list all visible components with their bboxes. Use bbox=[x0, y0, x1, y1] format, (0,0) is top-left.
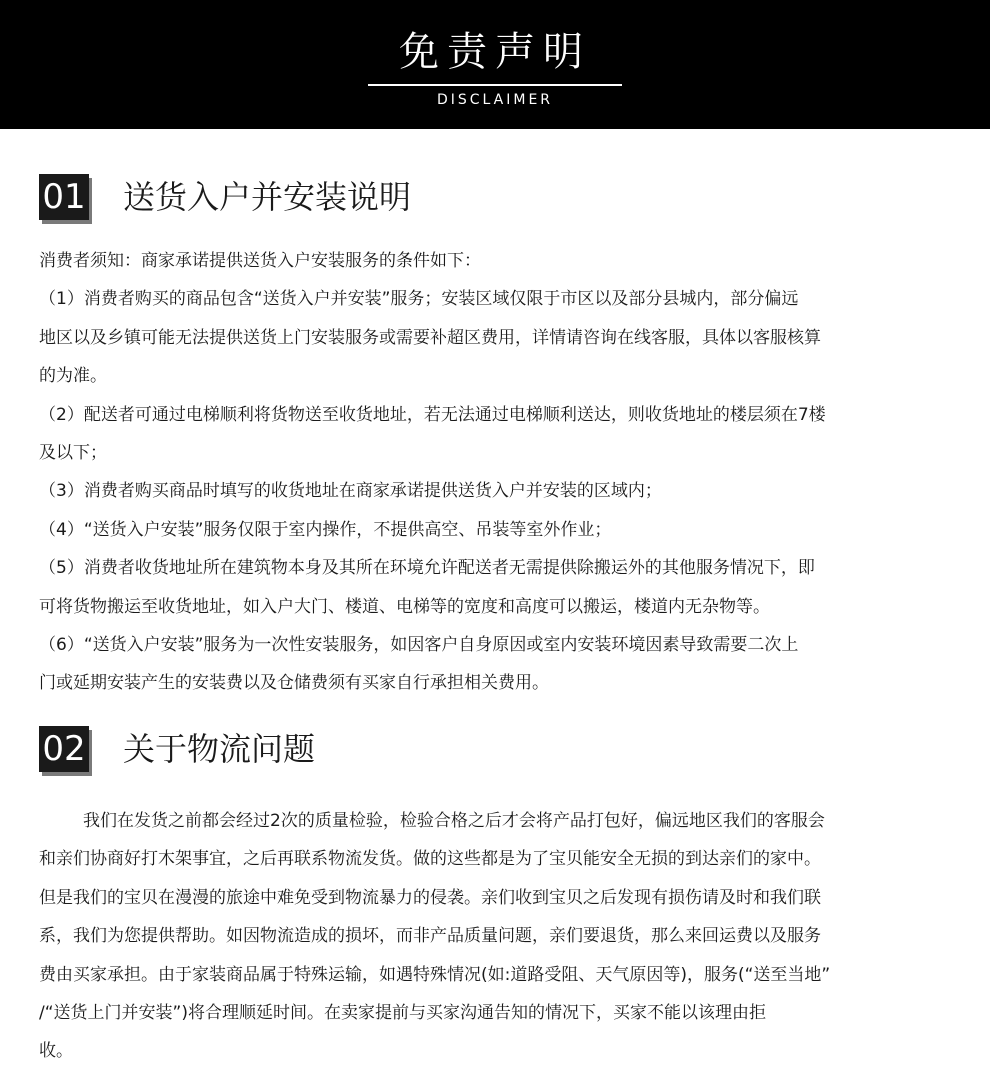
page-subtitle: DISCLAIMER bbox=[436, 92, 554, 108]
section-2-title: 关于物流问题 bbox=[123, 730, 316, 768]
section-2-line: /“送货上门并安装”)将合理顺延时间。在卖家提前与买家沟通告知的情况下，买家不能以该理由拒 bbox=[39, 1002, 766, 1023]
title-underline bbox=[368, 84, 622, 86]
section-1-body bbox=[39, 242, 964, 703]
section-1-line: （6）“送货入户安装”服务为一次性安装服务，如因客户自身原因或室内安装环境因素导致需要二次上 bbox=[39, 634, 799, 655]
section-2-line: 和亲们协商好打木架事宜，之后再联系物流发货。做的这些都是为了宝贝能安全无损的到达亲们的家中。 bbox=[39, 849, 821, 870]
section-1-line: 的为准。 bbox=[39, 366, 107, 387]
section-1-line: 及以下； bbox=[39, 442, 107, 463]
section-2-body bbox=[39, 802, 964, 1071]
section-1-line: 可将货物搬运至收货地址，如入户大门、楼道、电梯等的宽度和高度可以搬运，楼道内无杂物等。 bbox=[39, 596, 770, 617]
section-1-line: 消费者须知：商家承诺提供送货入户安装服务的条件如下： bbox=[39, 251, 481, 271]
section-2-line: 收。 bbox=[39, 1041, 73, 1062]
section-1-heading bbox=[39, 174, 939, 224]
section-1-line: （4）“送货入户安装”服务仅限于室内操作，不提供高空、吊装等室外作业； bbox=[39, 519, 612, 540]
page-title: 免责声明 bbox=[399, 29, 591, 75]
disclaimer-header bbox=[0, 0, 990, 129]
section-1-line: （3）消费者购买商品时填写的收货地址在商家承诺提供送货入户并安装的区域内； bbox=[39, 481, 662, 502]
section-2-line: 但是我们的宝贝在漫漫的旅途中难免受到物流暴力的侵袭。亲们收到宝贝之后发现有损伤请及时和我们联 bbox=[39, 887, 821, 908]
section-2-heading bbox=[39, 726, 939, 776]
section-1-line: （5）消费者收货地址所在建筑物本身及其所在环境允许配送者无需提供除搬运外的其他服务情况下，即 bbox=[39, 558, 815, 579]
section-2-number: 02 bbox=[39, 726, 89, 772]
section-1-line: 地区以及乡镇可能无法提供送货上门安装服务或需要补超区费用，详情请咨询在线客服，具体以客服核算 bbox=[39, 327, 821, 348]
section-1-line: 门或延期安装产生的安装费以及仓储费须有买家自行承担相关费用。 bbox=[39, 673, 549, 694]
section-1-number: 01 bbox=[39, 174, 89, 220]
section-1-line: （2）配送者可通过电梯顺利将货物送至收货地址，若无法通过电梯顺利送达，则收货地址的楼层须在7楼 bbox=[39, 404, 826, 425]
section-2-line: 费由买家承担。由于家装商品属于特殊运输，如遇特殊情况(如:道路受阻、天气原因等)，服务(“送至当地” bbox=[39, 964, 831, 985]
section-2-line: 系，我们为您提供帮助。如因物流造成的损坏，而非产品质量问题，亲们要退货，那么来回运费以及服务 bbox=[39, 926, 821, 947]
section-2-line: 我们在发货之前都会经过2次的质量检验，检验合格之后才会将产品打包好，偏远地区我们的客服会 bbox=[83, 811, 825, 831]
section-1-line: （1）消费者购买的商品包含“送货入户并安装”服务；安装区域仅限于市区以及部分县城内，部分偏远 bbox=[39, 289, 799, 310]
section-1-title: 送货入户并安装说明 bbox=[123, 178, 412, 216]
